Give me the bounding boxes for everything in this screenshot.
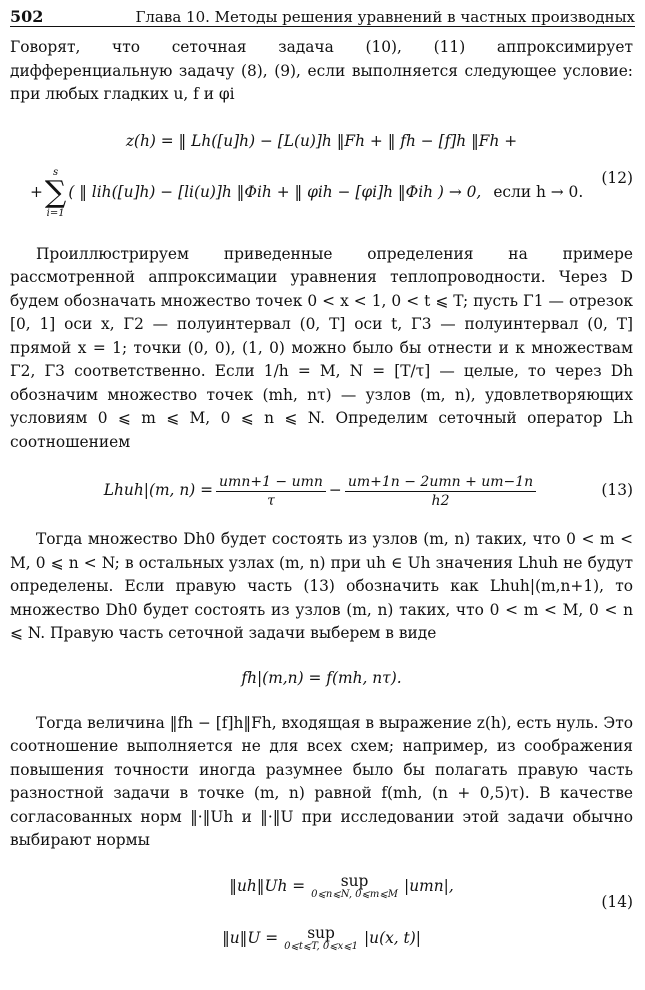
paragraph-node-set: Тогда множество Dh0 будет состоять из узлов (m, n) таких, что 0 < m < M, 0 ⩽ n < N; в остальных узлах (m, n) при uh ∈ Uh значения Lhuh не будут определены. Если правую часть (13) обозначить как Lhuh|(m,n+1), то множество Dh0 будет состоять из узлов (m, n) таких, что 0 < m < M, 0 < n ⩽ N. Правую часть сеточной задачи выберем в виде xyxy=(10,530,633,642)
equation-number-12: (12) xyxy=(601,168,633,187)
fraction-time-derivative: $\frac{\text{umn+1 − umn}}{\tau}$ xyxy=(216,473,326,510)
equation-14-line-2: ‖u‖U = sup 0⩽t⩽T, 0⩽x⩽1 |u(x, t)| xyxy=(222,923,421,952)
page-number: 502 xyxy=(10,7,44,26)
paragraph-heat-equation-example: Проиллюстрируем приведенные определения на примере рассмотренной аппроксимации уравнения теплопроводности. Через D будем обозначать множество точек 0 < x < 1, 0 < t ⩽ T; пусть Γ1 — отрезок [0, 1] оси x, Γ2 — полуинтервал (0, T] оси t, Γ3 — полуинтервал (0, T] прямой x = 1; точки (0, 0), (1, 0) можно было бы отнести и к множествам Γ2, Γ3 соответственно. Если 1/h = M, N = [T/τ] — целые, то через Dh обозначим множество точек (mh, nτ) — узлов (m, n), удовлетворяющих условиям 0 ⩽ m ⩽ M, 0 ⩽ n ⩽ N. Определим сеточный оператор Lh соотношением xyxy=(10,244,633,451)
fraction-space-derivative: $\frac{\text{um+1n − 2umn + um−1n}}{h2}$ xyxy=(345,473,536,510)
chapter-title: Глава 10. Методы решения уравнений в частных производных xyxy=(135,8,635,26)
paragraph-approximation-definition: Говорят, что сеточная задача (10), (11) аппроксимирует дифференциальную задачу (8), (9), если выполняется следующее условие: при любых гладких u, f и φi xyxy=(10,38,633,103)
supremum-1: sup 0⩽n⩽N, 0⩽m⩽M xyxy=(311,871,399,900)
running-header xyxy=(10,0,635,27)
equation-12-line-2: + s ∑ i=1 ( ‖ lih([u]h) − [li(u)]h ‖Φih + ‖ φih − [φi]h ‖Φih ) → 0, если h → 0. (12) xyxy=(30,166,633,219)
equation-12-line-1: z(h) = ‖ Lh([u]h) − [L(u)]h ‖Fh + ‖ fh − [f]h ‖Fh + xyxy=(125,131,518,150)
summation-sign: s ∑ i=1 xyxy=(44,166,67,219)
supremum-2: sup 0⩽t⩽T, 0⩽x⩽1 xyxy=(284,923,358,952)
equation-number-14: (14) xyxy=(601,892,633,911)
page-body xyxy=(10,36,633,961)
paragraph-norms: Тогда величина ‖fh − [f]h‖Fh, входящая в выражение z(h), есть нуль. Это соотношение выполняется не для всех схем; например, из соображения повышения точности иногда разумнее было бы полагать правую часть разностной задачи в точке (m, n) равной f(mh, (n + 0,5)τ). В качестве согласованных норм ‖·‖Uh и ‖·‖U при исследовании этой задачи обычно выбирают нормы xyxy=(10,713,633,849)
equation-13: Lhuh|(m, n) = $\frac{\text{umn+1 − umn}}{\tau}$ − $\frac{\text{um+1n − 2umn + um−1n}}{h2}$ (13) xyxy=(103,473,633,509)
equation-14-line-1: ‖uh‖Uh = sup 0⩽n⩽N, 0⩽m⩽M |umn|, (14) xyxy=(10,865,633,909)
equation-right-hand-side: fh|(m,n) = f(mh, nτ). xyxy=(241,668,402,687)
equation-number-13: (13) xyxy=(601,481,633,500)
